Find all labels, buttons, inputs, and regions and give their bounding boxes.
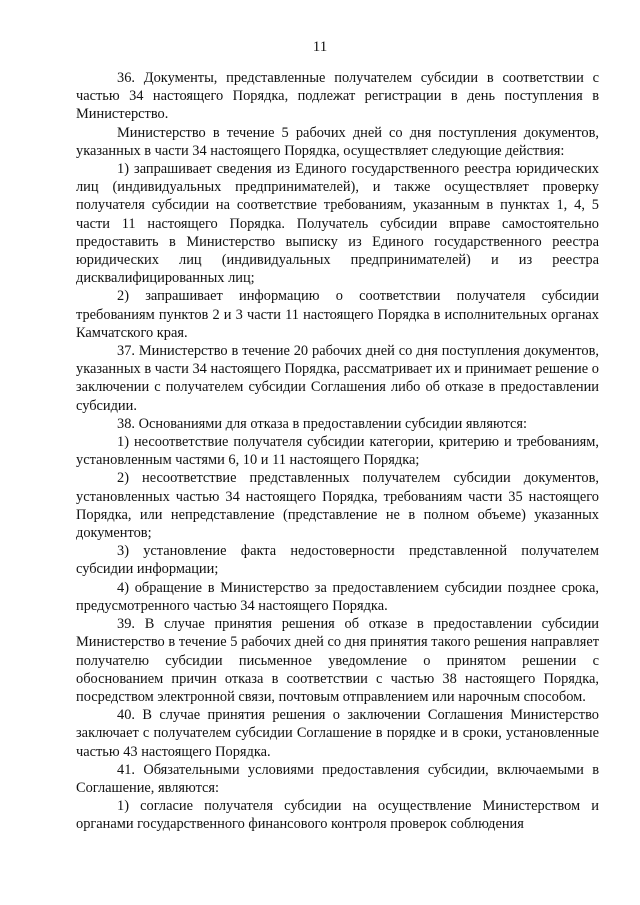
list-item-refusal-1: 1) несоответствие получателя субсидии категории, критерию и требованиям, установленным частями 6, 10 и 11 настоящего Порядка; <box>76 434 599 469</box>
list-item-refusal-2: 2) несоответствие представленных получателем субсидии документов, установленных частью 34 настоящего Порядка, требованиям части 35 настоящего Порядка, или непредставление (представление не в полном объеме) указанных документов; <box>76 470 599 542</box>
paragraph-ministry-actions: Министерство в течение 5 рабочих дней со дня поступления документов, указанных в части 34 настоящего Порядка, осуществляет следующие действия: <box>76 124 599 159</box>
list-item-actions-1: 1) запрашивает сведения из Единого государственного реестра юридических лиц (индивидуальных предпринимателей), и также осуществляет проверку получателя субсидии на соответствие требованиям, указанным в пунктах 1, 4, 5 части 11 настоящего Порядка. Получатель субсидии вправе самостоятельно предоставить в Министерство выписку из Единого государственного реестра юридических лиц (индивидуальных предпринимателей) и из реестра дисквалифицированных лиц; <box>76 161 599 287</box>
paragraph-41: 41. Обязательными условиями предоставления субсидии, включаемыми в Соглашение, являются: <box>76 761 599 796</box>
list-item-conditions-1: 1) согласие получателя субсидии на осуществление Министерством и органами государственного финансового контроля проверок соблюдения <box>76 798 599 833</box>
paragraph-36: 36. Документы, представленные получателем субсидии в соответствии с частью 34 настоящего Порядка, подлежат регистрации в день поступления в Министерство. <box>76 70 599 123</box>
document-body <box>76 69 599 834</box>
paragraph-40: 40. В случае принятия решения о заключении Соглашения Министерство заключает с получателем субсидии Соглашение в порядке и в сроки, установленные частью 43 настоящего Порядка. <box>76 707 599 760</box>
page-number: 11 <box>312 39 328 55</box>
paragraph-37: 37. Министерство в течение 20 рабочих дней со дня поступления документов, указанных в части 34 настоящего Порядка, рассматривает их и принимает решение о заключении с получателем субсидии Соглашения либо об отказе в предоставлении субсидии. <box>76 343 599 414</box>
list-item-actions-2: 2) запрашивает информацию о соответствии получателя субсидии требованиям пунктов 2 и 3 части 11 настоящего Порядка в исполнительных органах Камчатского края. <box>76 288 599 341</box>
list-item-refusal-4: 4) обращение в Министерство за предоставлением субсидии позднее срока, предусмотренного частью 34 настоящего Порядка. <box>76 579 599 614</box>
list-item-refusal-3: 3) установление факта недостоверности представленной получателем субсидии информации; <box>76 543 599 578</box>
paragraph-38: 38. Основаниями для отказа в предоставлении субсидии являются: <box>117 415 527 432</box>
paragraph-39: 39. В случае принятия решения об отказе в предоставлении субсидии Министерство в течение 5 рабочих дней со дня принятия такого решения направляет получателю субсидии письменное уведомление о принятом решении с обоснованием причин отказа в соответствии с частью 38 настоящего Порядка, посредством электронной связи, почтовым отправлением или нарочным способом. <box>76 616 599 705</box>
